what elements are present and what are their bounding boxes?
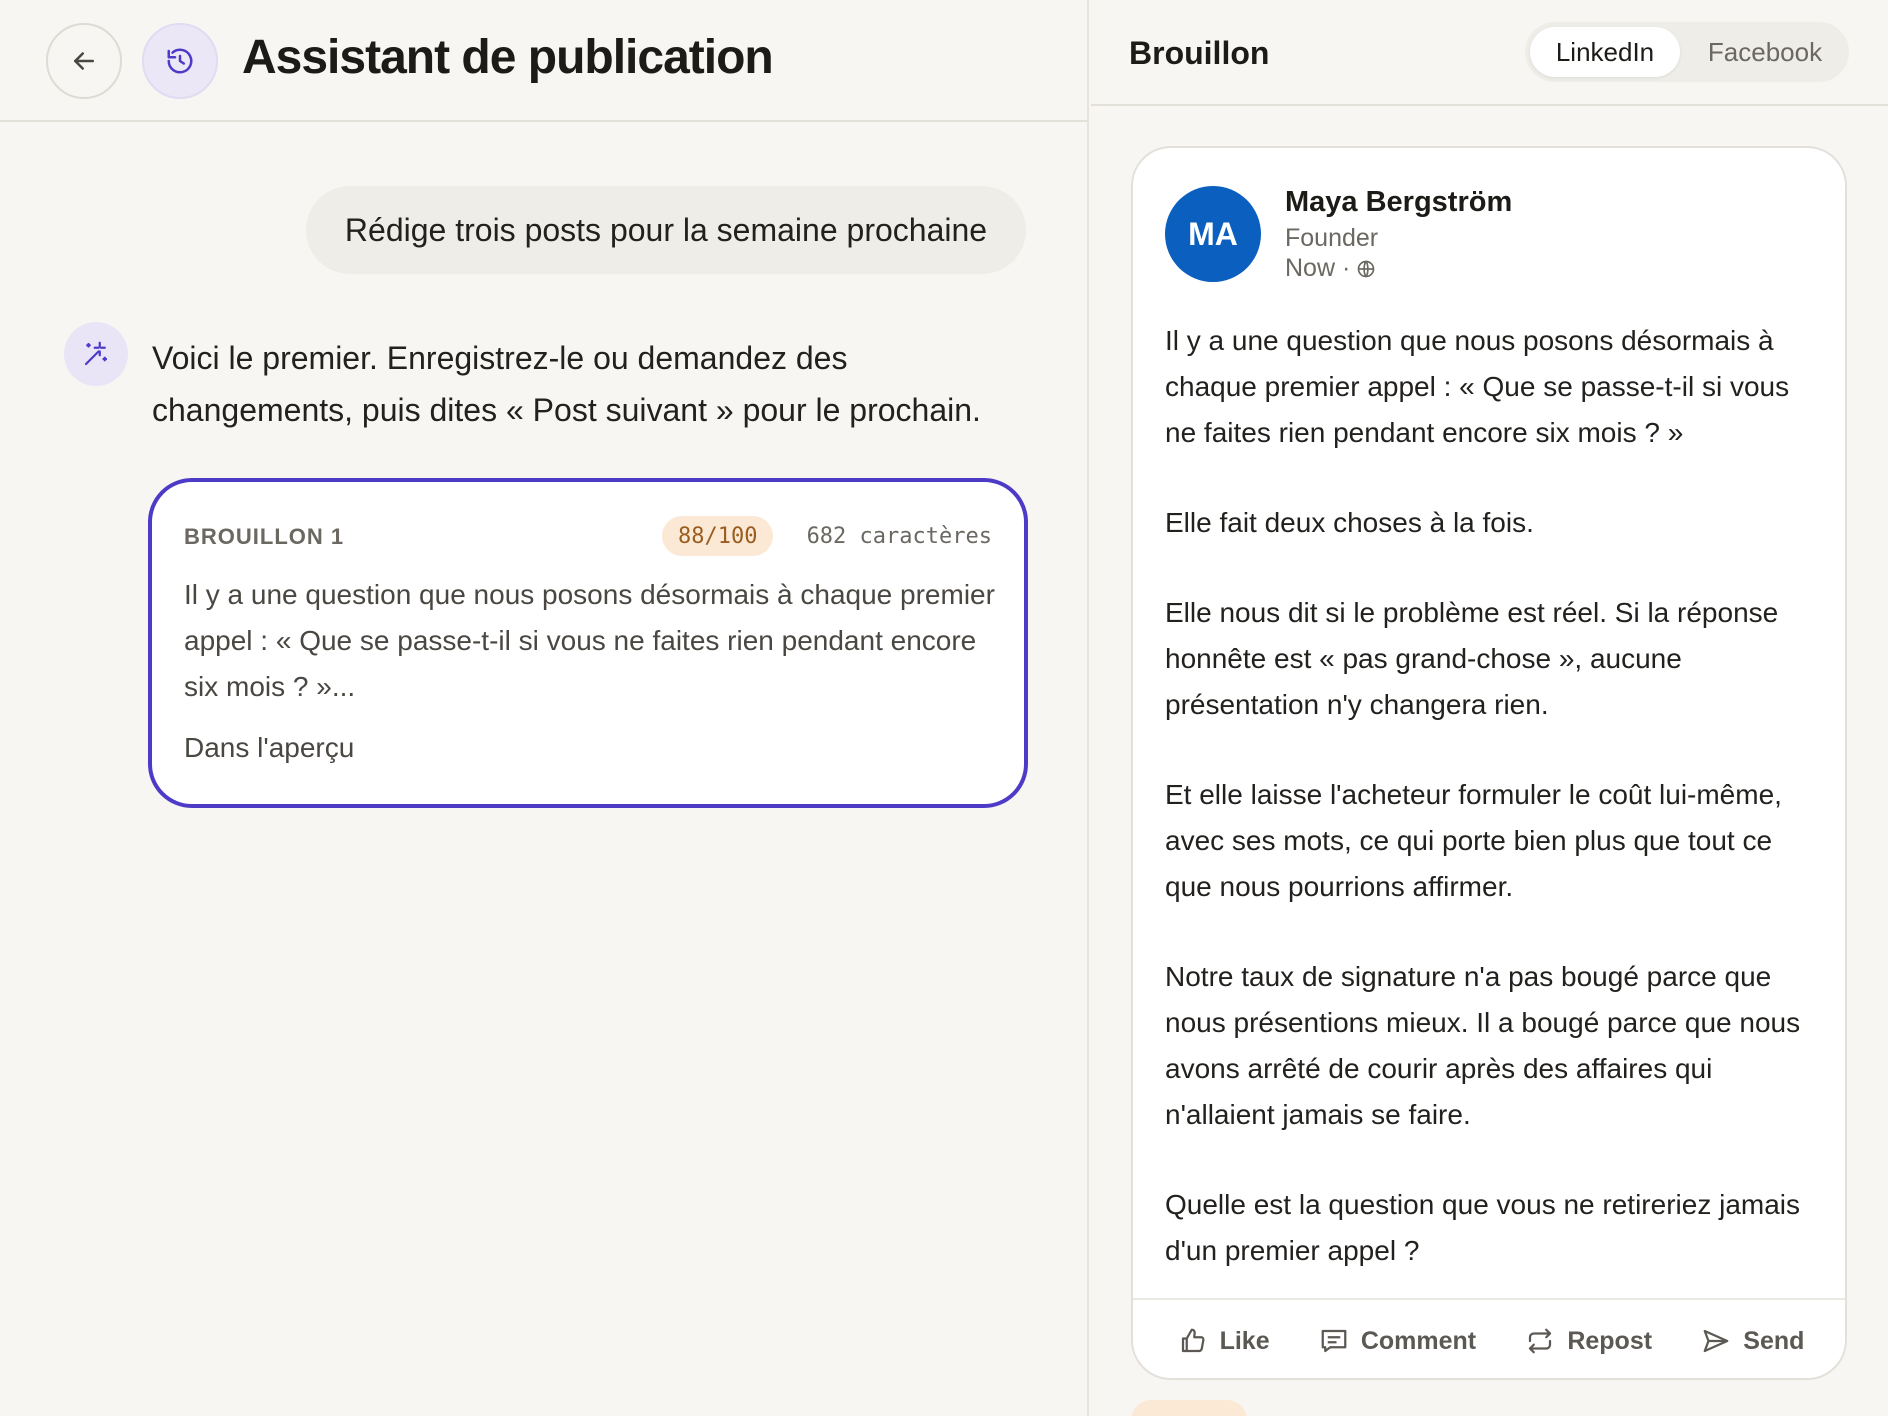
comment-label: Comment	[1360, 1326, 1477, 1355]
draft-card[interactable]	[148, 478, 1028, 808]
repost-label: Repost	[1567, 1326, 1653, 1355]
send-label: Send	[1743, 1326, 1805, 1355]
preview-panel	[1091, 0, 1888, 1416]
post-time	[1285, 254, 1376, 283]
comment-button[interactable]	[1319, 1326, 1476, 1356]
preview-header	[1091, 0, 1888, 106]
like-label: Like	[1219, 1326, 1270, 1355]
magic-wand-icon	[81, 339, 111, 369]
repost-button[interactable]	[1525, 1326, 1652, 1356]
post-paragraph: Notre taux de signature n'a pas bougé parce que nous présentions mieux. Il a bougé parce que nous avons arrêté de courir après des affaires qui n'allaient jamais se faire.	[1165, 961, 1801, 1130]
assistant-message: Voici le premier. Enregistrez-le ou demandez des changements, puis dites « Post suivant » pour le prochain.	[152, 340, 981, 428]
draft-excerpt: Il y a une question que nous posons désormais à chaque premier appel : « Que se passe-t-il si vous ne faites rien pendant encore six mois ? »...	[184, 579, 995, 702]
author-name: Maya Bergström	[1285, 186, 1513, 218]
avatar: MA	[1165, 186, 1261, 282]
post-time-text: Now ·	[1285, 254, 1351, 282]
preview-title: Brouillon	[1129, 35, 1270, 71]
post-paragraph: Elle nous dit si le problème est réel. Si la réponse honnête est « pas grand-chose », aucune présentation n'y changera rien.	[1165, 597, 1779, 720]
post-paragraph: Elle fait deux choses à la fois.	[1165, 507, 1534, 538]
like-button[interactable]	[1178, 1326, 1270, 1356]
back-button[interactable]	[46, 23, 122, 99]
draft-label: BROUILLON 1	[184, 524, 345, 549]
assistant-avatar	[64, 322, 128, 386]
tab-linkedin[interactable]: LinkedIn	[1530, 27, 1680, 77]
assistant-header	[0, 0, 1089, 122]
page-title: Assistant de publication	[242, 31, 773, 84]
post-paragraph: Il y a une question que nous posons désormais à chaque premier appel : « Que se passe-t-il si vous ne faites rien pendant encore six mois ? »	[1165, 325, 1790, 448]
thumbs-up-icon	[1178, 1326, 1208, 1356]
author-role: Founder	[1285, 224, 1379, 252]
linkedin-post-preview	[1131, 146, 1847, 1380]
post-body	[1165, 318, 1825, 1318]
post-paragraph: Quelle est la question que vous ne retireriez jamais d'un premier appel ?	[1165, 1189, 1801, 1266]
score-badge: 88/100	[662, 516, 773, 556]
history-icon	[165, 46, 195, 76]
arrow-left-icon	[69, 46, 99, 76]
post-paragraph: Et elle laisse l'acheteur formuler le coût lui-même, avec ses mots, ce qui porte bien plus que tout ce que nous pourrions affirmer.	[1165, 779, 1782, 902]
send-icon	[1701, 1326, 1731, 1356]
tab-facebook[interactable]: Facebook	[1707, 36, 1823, 67]
comment-icon	[1319, 1326, 1349, 1356]
next-draft-peek	[1131, 1400, 1247, 1416]
draft-status: Dans l'aperçu	[184, 732, 355, 763]
history-button[interactable]	[142, 23, 218, 99]
platform-toggle	[1525, 22, 1849, 82]
repost-icon	[1525, 1326, 1555, 1356]
user-message-text: Rédige trois posts pour la semaine prochaine	[344, 211, 988, 248]
post-actions	[1133, 1298, 1847, 1380]
character-count: 682 caractères	[806, 524, 992, 549]
send-button[interactable]	[1701, 1326, 1804, 1356]
globe-icon	[1356, 259, 1376, 279]
user-message	[306, 186, 1026, 274]
